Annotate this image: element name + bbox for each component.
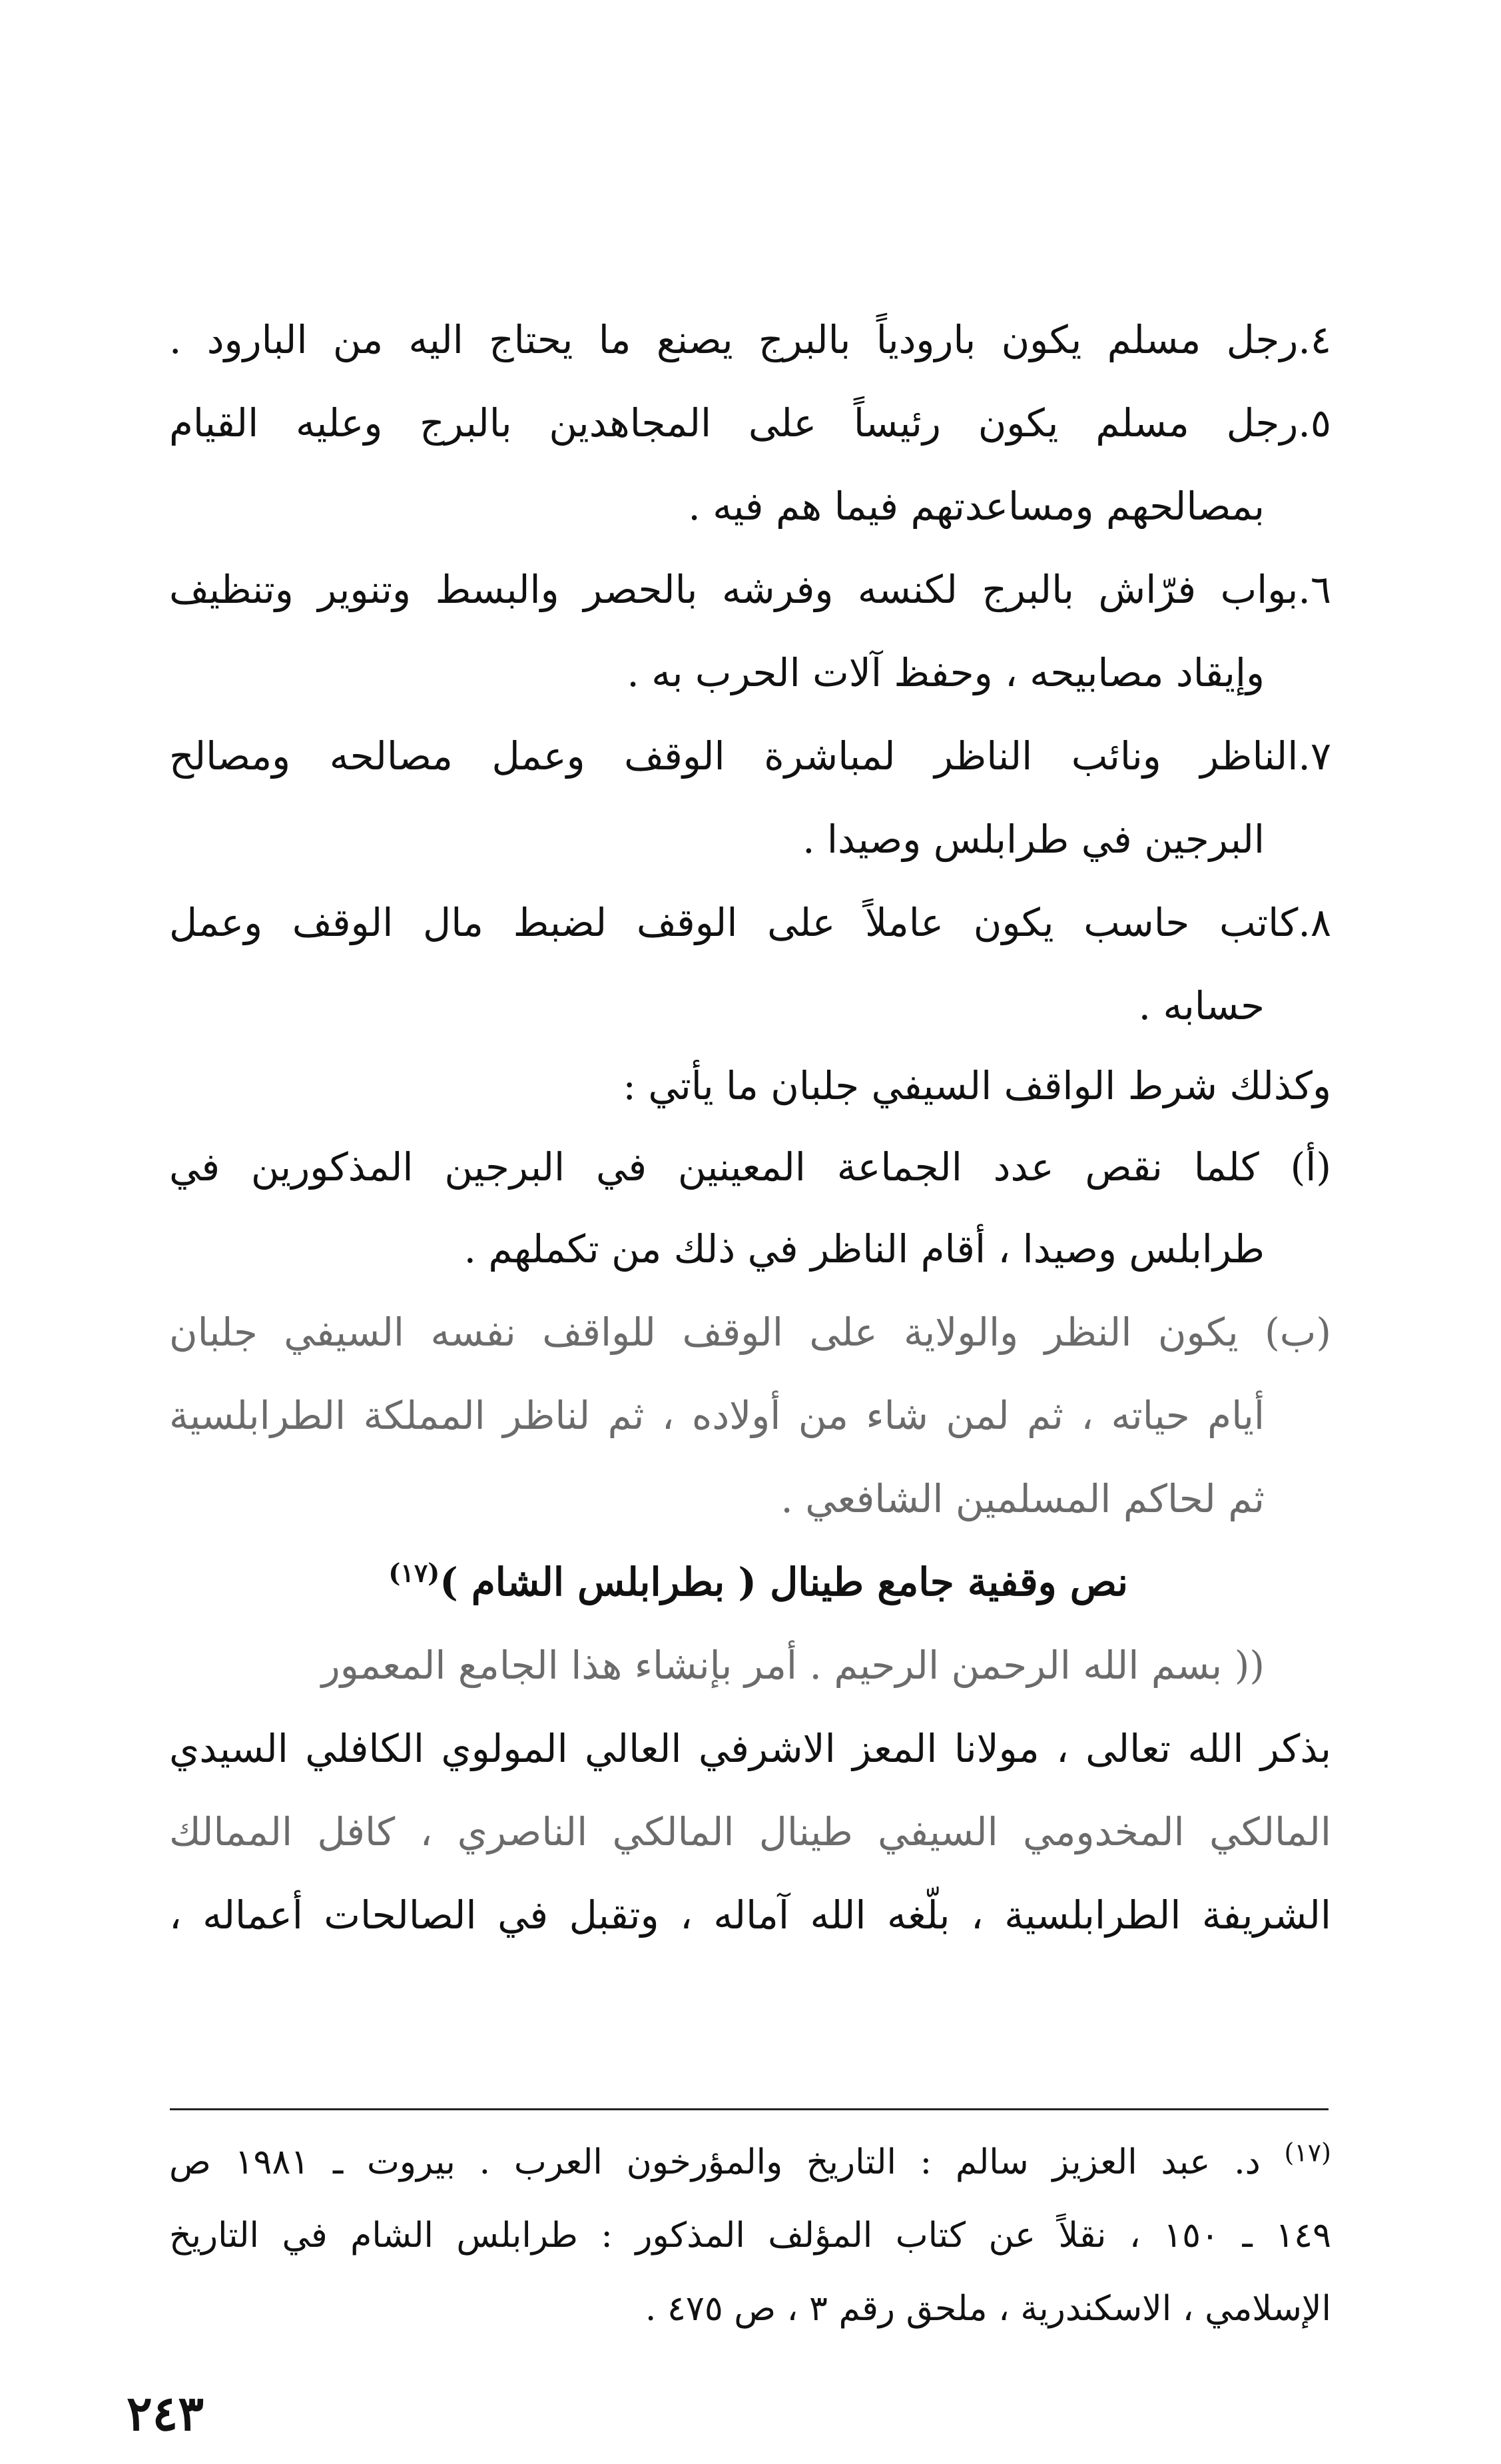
list-item-6: ٦.بواب فرّاش بالبرج لكنسه وفرشه بالحصر والبسط وتنوير وتنظيف [169,567,1331,612]
footnote-divider [170,2108,1329,2110]
list-item-5-continued: بمصالحهم ومساعدتهم فيما هم فيه . [688,484,1265,529]
waqf-document-line-1: (( بسم الله الرحمن الرحيم . أمر بإنشاء هذا الجامع المعمور [321,1643,1265,1688]
page-number: ٢٤٣ [127,2385,204,2441]
condition-b-continued: أيام حياته ، ثم لمن شاء من أولاده ، ثم لناظر المملكة الطرابلسية [169,1393,1265,1438]
footnote-line-2: ١٤٩ ـ ١٥٠ ، نقلاً عن كتاب المؤلف المذكور : طرابلس الشام في التاريخ [169,2216,1331,2256]
condition-b: (ب) يكون النظر والولاية على الوقف للواقف نفسه السيفي جلبان [169,1310,1331,1355]
section-heading [388,1555,1128,1609]
waqf-document-line-2: بذكر الله تعالى ، مولانا المعز الاشرفي العالي المولوي الكافلي السيدي [169,1726,1331,1771]
list-item-8-continued: حسابه . [1138,983,1265,1028]
list-item-5: ٥.رجل مسلم يكون رئيساً على المجاهدين بالبرج وعليه القيام [169,400,1331,446]
waqf-document-line-3: المالكي المخدومي السيفي طينال المالكي الناصري ، كافل الممالك [169,1809,1331,1854]
conditions-intro: وكذلك شرط الواقف السيفي جلبان ما يأتي : [623,1063,1331,1108]
condition-a-continued: طرابلس وصيدا ، أقام الناظر في ذلك من تكملهم . [463,1226,1265,1272]
footnote-line-1 [169,2138,1331,2186]
footnote-text-1: د. عبد العزيز سالم : التاريخ والمؤرخون العرب . بيروت ـ ١٩٨١ ص [169,2142,1261,2182]
list-item-7-continued: البرجين في طرابلس وصيدا . [802,817,1265,862]
footnote-marker: (١٧) [1284,2138,1331,2168]
list-item-8: ٨.كاتب حاسب يكون عاملاً على الوقف لضبط مال الوقف وعمل [169,900,1331,945]
heading-text: نص وقفية جامع طينال ( بطرابلس الشام ) [440,1559,1128,1605]
list-item-6-continued: وإيقاد مصابيحه ، وحفظ آلات الحرب به . [627,650,1265,695]
list-item-7: ٧.الناظر ونائب الناظر لمباشرة الوقف وعمل مصالحه ومصالح [169,733,1331,779]
waqf-document-line-4: الشريفة الطرابلسية ، بلّغه الله آماله ، وتقبل في الصالحات أعماله ، [169,1892,1331,1938]
condition-a: (أ) كلما نقص عدد الجماعة المعينين في البرجين المذكورين في [169,1144,1331,1190]
footnote-line-3: الإسلامي ، الاسكندرية ، ملحق رقم ٣ ، ص ٤٧٥ . [645,2289,1331,2329]
condition-b-end: ثم لحاكم المسلمين الشافعي . [780,1476,1265,1521]
heading-footnote-ref: (١٧) [388,1557,440,1588]
list-item-4: ٤.رجل مسلم يكون بارودياً بالبرج يصنع ما يحتاج اليه من البارود . [169,317,1332,362]
